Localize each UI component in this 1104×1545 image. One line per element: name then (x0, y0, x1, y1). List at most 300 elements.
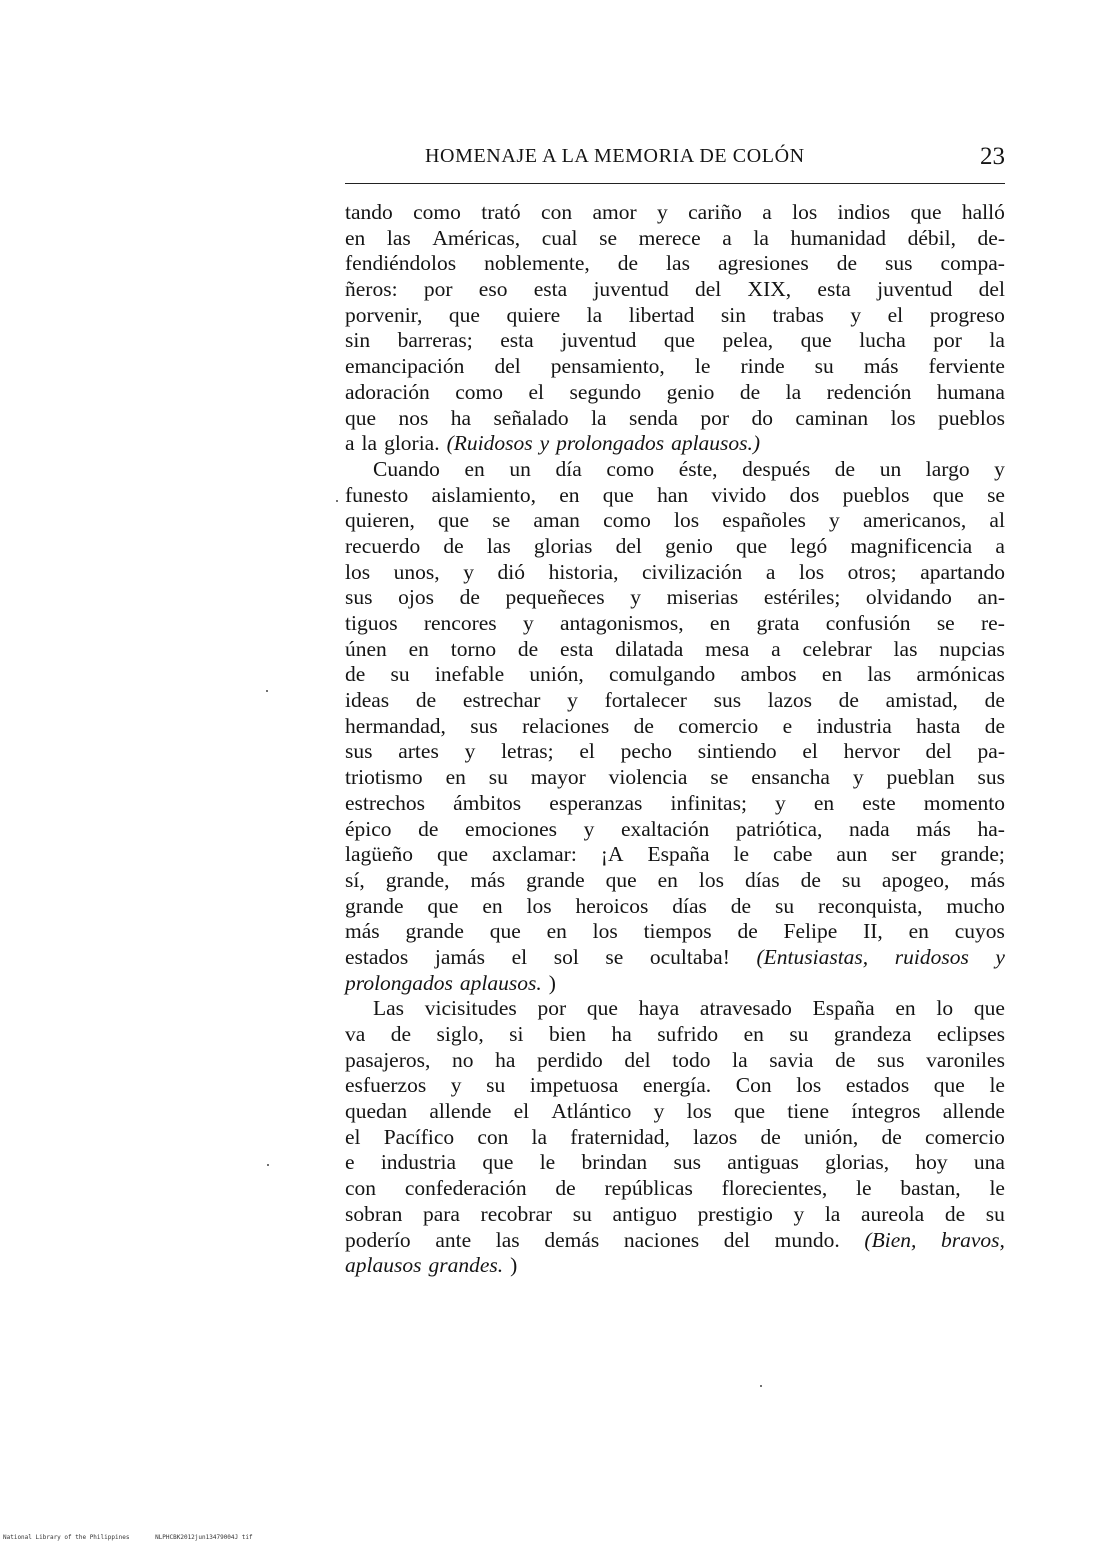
word: ideas (345, 688, 390, 713)
word: el (511, 944, 528, 969)
word: e (345, 1150, 355, 1175)
text-line (345, 406, 1005, 432)
word: bien (548, 1022, 586, 1046)
word: su (814, 354, 834, 379)
word: pasajeros, (345, 1047, 431, 1072)
word: de (739, 379, 761, 404)
word: senda (629, 405, 678, 430)
word: estados (845, 1073, 910, 1098)
word: y (464, 739, 476, 764)
word: confederación (404, 1176, 527, 1201)
word: eso (478, 277, 508, 302)
word: que (663, 328, 695, 353)
word: que (973, 996, 1005, 1021)
word: patriótica, (735, 816, 823, 841)
word: celebrar (802, 636, 872, 661)
word: grata (756, 611, 800, 635)
word: quedan (345, 1099, 408, 1124)
word: que (438, 508, 470, 533)
word: del (494, 354, 521, 379)
word: aplausos (345, 1253, 422, 1278)
text-line (345, 868, 1005, 894)
word: que (605, 867, 637, 892)
word: a (771, 636, 781, 661)
word: exaltación (620, 816, 710, 841)
scan-footer (3, 1534, 275, 1541)
word: demás (544, 1227, 600, 1252)
word: la (989, 328, 1005, 353)
word: ensancha (751, 765, 830, 790)
word: olvidando (865, 585, 952, 610)
text-line (345, 1048, 1005, 1074)
word: quiere (506, 302, 561, 327)
word: que (910, 200, 942, 224)
footer-identifier: NLPHCBK2012jun13479004J tif (155, 1534, 253, 1541)
word: del (624, 1047, 651, 1072)
word: su (985, 1201, 1005, 1226)
word: de (555, 1176, 576, 1201)
word: barreras; (397, 328, 473, 353)
word: sin (345, 328, 371, 353)
word: ambos (740, 662, 797, 687)
text-line (345, 354, 1005, 380)
word: comercio (924, 1124, 1005, 1149)
word: largo (925, 456, 970, 481)
word: los (526, 893, 552, 918)
word: en (546, 919, 567, 944)
word: infinitas; (670, 790, 747, 815)
word: miserias (666, 585, 739, 610)
word: estados (345, 944, 409, 969)
word: si (509, 1022, 524, 1046)
word: esta (817, 277, 851, 302)
word: recobrar (480, 1201, 553, 1226)
word: estrechos (345, 790, 425, 815)
word: del (723, 1227, 751, 1252)
word: que (602, 482, 634, 507)
word: amistad, (885, 688, 958, 713)
text-line (345, 714, 1005, 740)
word: hasta (916, 713, 961, 738)
word: pueblos (938, 405, 1005, 430)
word: pa- (977, 739, 1005, 764)
word: y (583, 816, 595, 841)
word: como (606, 456, 655, 481)
word: (Bien, (864, 1227, 917, 1252)
word: ocultaba! (649, 944, 730, 969)
word: la (785, 379, 802, 404)
word: su (841, 867, 861, 892)
word: juventud (877, 277, 953, 302)
word: ¡A (600, 842, 624, 867)
word: haya (638, 996, 680, 1021)
text-line (345, 894, 1005, 920)
word: por (537, 996, 567, 1021)
word: ) (510, 1253, 518, 1278)
word: lazos (693, 1124, 738, 1149)
word: un (879, 456, 902, 481)
word: rencores (423, 611, 497, 635)
word: los (686, 1099, 712, 1124)
word: estériles; (763, 585, 841, 610)
word: lo (936, 996, 954, 1021)
word: la (591, 405, 607, 430)
word: ferviente (928, 354, 1005, 379)
word: apogeo, (881, 867, 950, 892)
word: eclipses (936, 1022, 1005, 1046)
word: va (345, 1022, 366, 1046)
word: aislamiento, (431, 482, 537, 507)
text-line (345, 1022, 1005, 1048)
word: ha (611, 1022, 632, 1046)
word: éste, (678, 456, 718, 481)
word: atravesado (699, 996, 792, 1021)
word: sobran (345, 1201, 403, 1226)
word: halló (961, 200, 1005, 224)
word: como (413, 200, 461, 224)
word: letras; (501, 739, 554, 764)
text-line (345, 662, 1005, 688)
word: esfuerzos (345, 1073, 427, 1098)
word: y (653, 1099, 665, 1124)
word: porvenir, (345, 302, 423, 327)
word: tiene (787, 1099, 830, 1124)
word: energía. (642, 1073, 712, 1098)
word: más (470, 867, 506, 892)
word: tiguos (345, 611, 398, 635)
word: compa- (940, 251, 1005, 276)
word: recuerdo (345, 533, 421, 558)
scan-speck (267, 1164, 269, 1166)
word: le (733, 842, 750, 867)
word: de (390, 1022, 412, 1046)
text-line (345, 431, 1005, 457)
word: otros; (847, 559, 897, 584)
word: Felipe (783, 919, 838, 944)
word: legó (790, 533, 828, 558)
word: grande (526, 867, 585, 892)
word: grandeza (833, 1022, 912, 1046)
word: II, (863, 919, 883, 944)
word: a (765, 559, 776, 584)
word: genio (666, 379, 715, 404)
word: de (760, 1124, 781, 1149)
word: sufrido (657, 1022, 719, 1046)
word: España (812, 996, 875, 1021)
word: se (710, 765, 729, 790)
word: aplausos.) (671, 431, 761, 456)
word: sin (720, 302, 746, 327)
word: magnificencia (850, 533, 973, 558)
word: para (422, 1201, 460, 1226)
word: gloria. (384, 431, 440, 456)
word: como (603, 508, 651, 533)
word: allende (942, 1099, 1005, 1124)
word: an- (977, 585, 1005, 610)
word: brindan (581, 1150, 648, 1175)
text-line (345, 1099, 1005, 1125)
word: unos, (393, 559, 440, 584)
word: España (647, 842, 710, 867)
text-line (345, 971, 1005, 997)
word: con (345, 1176, 377, 1201)
word: más (916, 816, 951, 841)
word: en (709, 611, 731, 635)
word: a (995, 533, 1005, 558)
word: florecientes, (721, 1176, 828, 1201)
word: en (345, 225, 366, 250)
word: esta (533, 277, 568, 302)
text-line (345, 277, 1005, 303)
word: pecho (620, 739, 672, 764)
text-line (345, 919, 1005, 945)
word: unión, (529, 662, 584, 687)
word: pueblos (842, 482, 910, 507)
word: antiguo (612, 1201, 677, 1226)
word: pelea, (722, 328, 774, 353)
word: a (762, 200, 772, 224)
word: en (821, 662, 843, 687)
word: siglo, (436, 1022, 484, 1046)
word: ) (548, 970, 556, 995)
word: en (743, 1022, 764, 1046)
word: unión, (803, 1124, 859, 1149)
text-line (345, 560, 1005, 586)
word: sus (345, 585, 373, 610)
text-line (345, 457, 1005, 483)
word: en (657, 867, 678, 892)
word: que (800, 328, 832, 353)
word: los (796, 1073, 822, 1098)
word: sus (713, 688, 742, 713)
word: adoración (345, 379, 430, 404)
word: que (427, 893, 459, 918)
word: bastan, (900, 1176, 961, 1201)
word: libertad (628, 302, 695, 327)
word: impetuosa (529, 1073, 619, 1098)
word: sí, (345, 867, 365, 892)
word: ante (435, 1227, 472, 1252)
word: prolongados (345, 970, 453, 995)
footer-library: National Library of the Philippines (3, 1534, 130, 1541)
word: días (672, 893, 707, 918)
word: ser (891, 842, 917, 867)
word: ha (450, 405, 472, 430)
word: en (482, 893, 503, 918)
word: las (867, 662, 892, 687)
word: a (722, 225, 732, 250)
word: más (345, 919, 380, 944)
text-line (345, 1073, 1005, 1099)
word: grande (345, 893, 404, 918)
word: más (863, 354, 899, 379)
word: amor (592, 200, 637, 224)
word: industria (380, 1150, 457, 1175)
scan-speck (760, 1385, 762, 1387)
word: el (802, 739, 818, 764)
word: únen (345, 636, 387, 661)
word: del (694, 277, 722, 302)
word: funesto (345, 482, 409, 507)
word: del (978, 277, 1005, 302)
word: mucho (946, 893, 1005, 918)
word: como (455, 379, 504, 404)
word: con (541, 200, 573, 224)
scan-speck (336, 500, 338, 502)
word: varoniles (926, 1047, 1005, 1072)
word: que (933, 1073, 965, 1098)
word: los (798, 559, 825, 584)
word: después (742, 456, 811, 481)
word: vivido (711, 482, 767, 507)
word: pueblan (886, 765, 955, 790)
word: del (615, 533, 642, 558)
word: sus (470, 713, 498, 738)
word: lucha (859, 328, 906, 353)
word: segundo (569, 379, 642, 404)
word: grande; (940, 842, 1005, 867)
word: de (415, 688, 437, 713)
word: prolongados (556, 431, 665, 456)
word: ha- (977, 816, 1005, 841)
word: sol (553, 944, 579, 969)
word: de (984, 688, 1005, 713)
text-line (345, 380, 1005, 406)
word: allende (429, 1099, 492, 1124)
word: grandes. (428, 1253, 504, 1278)
word: señalado (493, 405, 569, 430)
word: lazos (767, 688, 812, 713)
word: se (605, 944, 624, 969)
word: jamás (434, 944, 486, 969)
word: que (733, 1099, 766, 1124)
word: con (477, 1124, 509, 1149)
word: (Ruidosos (446, 431, 533, 456)
word: que (437, 842, 469, 867)
word: su (486, 1073, 506, 1098)
word: inefable (434, 662, 505, 687)
word: apartando (920, 559, 1005, 584)
word: quieren, (345, 508, 415, 533)
word: mesa (705, 636, 750, 661)
word: de (617, 251, 639, 276)
word: los (674, 508, 700, 533)
word: le (989, 1073, 1005, 1098)
word: estrechar (462, 688, 541, 713)
word: que (489, 919, 521, 944)
header-rule (345, 183, 1005, 184)
word: lagüeño (345, 842, 414, 867)
word: cabe (773, 842, 813, 867)
word: nos (398, 405, 429, 430)
word: de (459, 585, 480, 610)
word: y (463, 559, 474, 584)
word: épico (345, 816, 392, 841)
word: axclamar: (492, 842, 577, 867)
word: merece (638, 225, 701, 250)
word: nupcias (939, 636, 1005, 661)
word: de (633, 713, 654, 738)
word: cariño (688, 200, 742, 224)
word: la (732, 1047, 748, 1072)
word: Con (735, 1073, 772, 1098)
text-line (345, 842, 1005, 868)
word: Las (373, 996, 405, 1021)
word: glorias (533, 533, 593, 558)
word: humanidad (790, 225, 886, 250)
word: que (586, 996, 618, 1021)
word: e (782, 713, 793, 738)
word: tiempos (643, 919, 712, 944)
text-line (345, 328, 1005, 354)
word: de (443, 533, 464, 558)
word: de (737, 919, 758, 944)
page-number: 23 (980, 143, 1005, 170)
word: repúblicas (604, 1176, 693, 1201)
word: los (792, 200, 818, 224)
word: triotismo (345, 765, 423, 790)
word: trabas (772, 302, 824, 327)
word: aplausos. (459, 970, 542, 995)
word: Pacífico (383, 1124, 455, 1149)
word: al (989, 508, 1005, 533)
word: se (599, 225, 617, 250)
text-line (345, 1176, 1005, 1202)
word: en (464, 456, 485, 481)
word: las (666, 251, 690, 276)
word: antagonismos, (560, 611, 684, 635)
word: aman (533, 508, 580, 533)
word: hermandad, (345, 713, 446, 738)
word: y (630, 585, 641, 610)
word: caminan (795, 405, 869, 430)
word: este (862, 790, 896, 815)
word: la (531, 1124, 548, 1149)
word: ámbitos (453, 790, 522, 815)
word: mundo. (774, 1227, 840, 1252)
word: armónicas (916, 662, 1005, 687)
word: noblemente, (484, 251, 590, 276)
word: de (800, 867, 821, 892)
word: a (345, 431, 355, 456)
text-line (345, 739, 1005, 765)
word: civilización (642, 559, 743, 584)
word: tando (345, 200, 393, 224)
word: íntegros (851, 1099, 921, 1124)
word: cuyos (954, 919, 1005, 944)
word: rinde (740, 354, 785, 379)
word: de (944, 1201, 966, 1226)
word: han (657, 482, 689, 507)
text-line (345, 637, 1005, 663)
word: la (753, 225, 769, 250)
word: que (345, 405, 377, 430)
word: en (895, 996, 916, 1021)
text-line (345, 611, 1005, 637)
word: le (856, 1176, 872, 1201)
word: las (386, 225, 411, 250)
word: juventud (561, 328, 637, 353)
word: naciones (623, 1227, 700, 1252)
text-line (345, 1202, 1005, 1228)
word: los (592, 919, 618, 944)
word: fortalecer (604, 688, 687, 713)
word: su (488, 765, 508, 790)
word: que (482, 1150, 514, 1175)
text-line (345, 1125, 1005, 1151)
word: poderío (345, 1227, 411, 1252)
word: trató (481, 200, 521, 224)
